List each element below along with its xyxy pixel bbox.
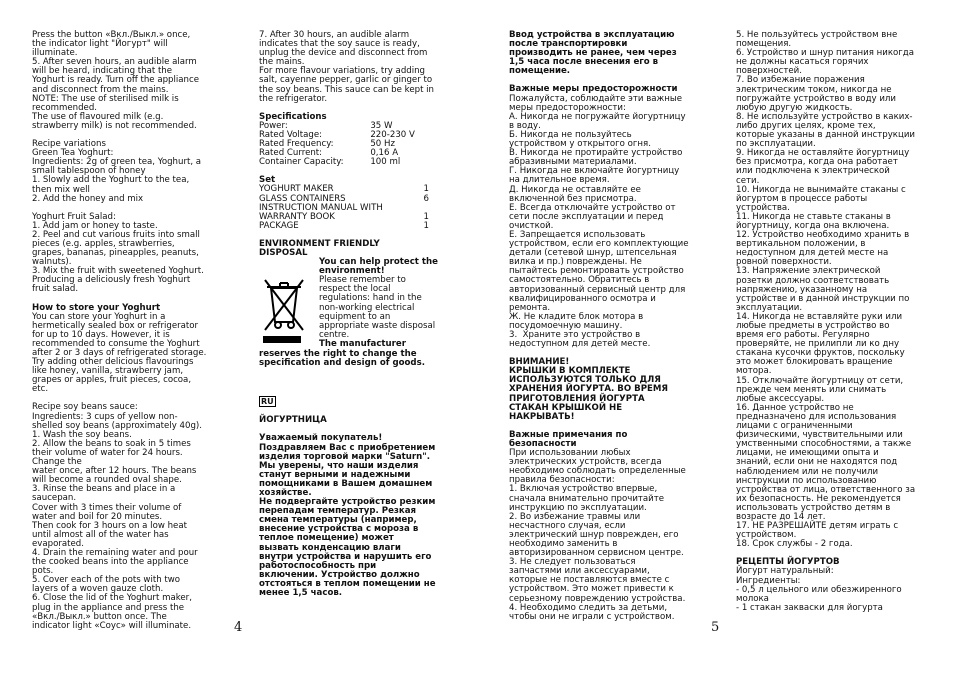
- recipe-variations: [32, 140, 232, 204]
- text-line: 2. Allow the beans to soak in 5 times: [32, 438, 191, 449]
- text-line: А. Никогда не погружайте йогуртницу: [509, 111, 686, 122]
- text-line: либо других целях, кроме тех,: [736, 120, 876, 131]
- text-line: 12. Устройство необходимо хранить в: [736, 230, 910, 241]
- text-line: illuminate.: [32, 48, 78, 59]
- text-line: возрасте до 14 лет.: [736, 511, 826, 522]
- row-label: Power:: [259, 120, 288, 131]
- text-line: стакана кусочки фруктов, поскольку: [736, 348, 905, 359]
- text-line: которые не поставляются вместе с: [509, 575, 670, 586]
- row-label: PACKAGE: [259, 220, 299, 231]
- text-line: hermetically sealed box or refrigerator: [32, 320, 199, 331]
- text-line: авторизованный сервисный центр для: [509, 284, 686, 295]
- text-line: water once, after 12 hours. The beans: [32, 466, 197, 477]
- text-line: 13. Напряжение электрической: [736, 266, 881, 277]
- text-line: устройством.: [736, 530, 797, 541]
- text-line: 1. Slowly add the Yoghurt to the tea,: [32, 175, 190, 186]
- recipes-list: [736, 567, 926, 612]
- column-3: [509, 31, 699, 622]
- text-line: their volume of water for 24 hours.: [32, 447, 183, 458]
- manufacturer-rights: [259, 350, 454, 368]
- text-line: Не подвергайте устройство резким: [259, 497, 436, 508]
- text-line: pots.: [32, 566, 54, 577]
- row-value: 100 ml: [370, 157, 401, 168]
- text-line: смена температуры (например,: [259, 515, 417, 526]
- text-line: после транспортировки: [509, 39, 628, 50]
- text-line: менее 1,5 часов.: [259, 588, 343, 599]
- text-line: after 2 or 3 days of refrigerated storage.: [32, 348, 207, 358]
- text-line: until almost all of the water has: [32, 529, 169, 540]
- text-line: включении. Устройство должно: [259, 569, 420, 580]
- safety-heading: Важные меры предосторожности: [509, 84, 678, 95]
- text-line: 11. Никогда не ставьте стаканы в: [736, 211, 891, 222]
- text-line: Пожалуйста, соблюдайте эти важные: [509, 93, 682, 104]
- text-line: посудомоечную машину.: [509, 320, 623, 331]
- text-line: Yoghurt is ready. Turn off the appliance: [32, 75, 199, 86]
- text-line: appropriate waste disposal: [319, 320, 436, 331]
- text-line: Recipe soy beans sauce:: [32, 402, 138, 413]
- text-line: лицами, не имеющими опыта и: [736, 448, 879, 459]
- text-line: ENVIRONMENT FRIENDLY: [259, 238, 380, 249]
- table-row: [259, 222, 429, 231]
- text-line: evaporated.: [32, 538, 84, 549]
- text-line: 10. Никогда не вынимайте стаканы с: [736, 184, 906, 195]
- text-line: 1. Add jam or honey to taste.: [32, 220, 158, 231]
- text-line: the indicator light "Йогурт" will: [32, 39, 168, 50]
- crossed-out-bin-icon: [259, 274, 309, 346]
- text-line: walnuts).: [32, 257, 72, 268]
- text-line: 3. Не следует пользоваться: [509, 557, 636, 568]
- text-line: 3. Mix the fruit with sweetened Yoghurt.: [32, 266, 204, 277]
- text-line: will become a rounded oval shape.: [32, 475, 182, 486]
- text-line: самостоятельно. Обратитесь в: [509, 275, 650, 286]
- text-line: безопасности: [509, 438, 577, 449]
- text-line: без присмотра, когда она работает: [736, 157, 898, 168]
- text-line: вертикальном положении, в: [736, 239, 866, 250]
- text-line: несчастного случая, если: [509, 520, 626, 531]
- text-line: меры предосторожности:: [509, 102, 626, 113]
- text-line: детали (сетевой шнур, штепсельная: [509, 248, 677, 259]
- text-line: устройстве и в данной инструкции по: [736, 293, 910, 304]
- manufacturer-text: The manufacturer: [319, 338, 406, 349]
- text-line: ИСПОЛЬЗУЮТСЯ ТОЛЬКО ДЛЯ: [509, 375, 661, 386]
- text-line: хозяйстве.: [259, 488, 312, 498]
- text-line: йогуртом в процессе работы: [736, 193, 868, 204]
- text-line: shelled soy beans (approximately 40g).: [32, 420, 202, 431]
- text-line: Cover with 3 times their volume of: [32, 502, 182, 513]
- text-line: работоспособность при: [259, 560, 377, 571]
- text-line: then mix well: [32, 184, 90, 195]
- text-line: ВНИМАНИЕ!: [509, 357, 570, 368]
- text-line: Е. Запрещается использовать: [509, 229, 646, 240]
- text-line: сети.: [736, 175, 760, 186]
- text-line: запчастями или аксессуарами,: [509, 566, 650, 577]
- fruit-salad-recipe: [32, 213, 232, 295]
- text-line: производить не ранее, чем через: [509, 48, 677, 59]
- text-line: их безопасность. Не рекомендуется: [736, 493, 901, 504]
- text-line: пытайтесь ремонтировать устройство: [509, 266, 684, 277]
- text-line: Green Tea Yoghurt:: [32, 148, 114, 159]
- row-value: 1: [423, 211, 429, 222]
- store-heading: How to store your Yoghurt: [32, 302, 161, 313]
- text-line: the cooked beans into the appliance: [32, 557, 189, 568]
- text-line: внесение устройства с мороза в: [259, 524, 419, 535]
- text-line: specification and design of goods.: [259, 358, 425, 369]
- text-line: recommended to consume the Yoghurt: [32, 338, 200, 349]
- text-line: Д. Никогда не оставляйте ее: [509, 184, 641, 195]
- text-line: отстояться в теплом помещении не: [259, 578, 436, 589]
- text-line: 7. After 30 hours, an audible alarm: [259, 30, 410, 40]
- text-line: will be heard, indicating that the: [32, 66, 173, 77]
- text-line: indicator light «Соус» will illuminate.: [32, 620, 192, 631]
- text-line: время его работы. Регулярно: [736, 330, 870, 341]
- text-line: помощниками в Вашем домашнем: [259, 478, 433, 489]
- text-line: проверяйте, не прилипли ли ко дну: [736, 339, 900, 350]
- text-line: reserves the right to change the: [259, 349, 417, 360]
- text-line: Please remember to: [319, 275, 406, 286]
- environment-heading: [259, 240, 454, 258]
- text-line: regulations: hand in the: [319, 293, 422, 304]
- text-line: устройством. Это может привести к: [509, 584, 674, 595]
- text-line: чтобы они не играли с устройством.: [509, 611, 675, 622]
- text-line: environment!: [319, 266, 385, 277]
- text-line: Важные примечания по: [509, 429, 628, 440]
- text-line: электрическим током, никогда не: [736, 84, 892, 95]
- text-line: инструкции по использованию: [736, 475, 877, 486]
- text-line: устройства.: [736, 202, 790, 213]
- text-line: unplug the device and disconnect from: [259, 48, 428, 59]
- row-label: GLASS CONTAINERS: [259, 193, 346, 204]
- text-line: вызвать конденсацию влаги: [259, 542, 401, 553]
- text-line: Recipe variations: [32, 139, 106, 150]
- text-line: 2. Во избежание травмы или: [509, 511, 641, 522]
- text-line: любые предметы в устройство во: [736, 321, 890, 331]
- safety-notes-heading: [509, 431, 699, 449]
- text-line: 6. Устройство и шнур питания никогда: [736, 48, 915, 59]
- text-line: использовать устройство детям в: [736, 502, 891, 513]
- text-line: Поздравляем Вас с приобретением: [259, 442, 436, 453]
- text-line: квалифицированного осмотра и: [509, 293, 656, 304]
- text-line: серьезному повреждению устройства.: [509, 593, 686, 604]
- text-line: прежде чем менять или снимать: [736, 384, 887, 395]
- text-line: электрических устройств, всегда: [509, 457, 662, 468]
- text-line: необходимо соблюдать определенные: [509, 466, 686, 477]
- text-line: Ingredients: 3 cups of yellow non-: [32, 411, 178, 422]
- text-line: включенной без присмотра.: [509, 193, 637, 204]
- text-line: non-working electrical: [319, 302, 415, 313]
- text-line: - 1 стакан закваски для йогурта: [736, 602, 883, 613]
- safety-notes-list: [509, 449, 699, 622]
- text-line: - 0,5 л цельного или обезжиренного: [736, 584, 902, 595]
- text-line: любые аксессуары.: [736, 393, 825, 404]
- text-line: 7. Во избежание поражения: [736, 75, 865, 86]
- text-line: Yoghurt Fruit Salad:: [32, 211, 116, 222]
- row-value: 6: [423, 193, 429, 204]
- text-line: 2. Peel and cut various fruits into small: [32, 229, 200, 240]
- text-line: Press the button «Вкл./Выкл.» once,: [32, 30, 191, 40]
- text-line: grapes or apples, fruit pieces, cocoa,: [32, 375, 192, 386]
- text-line: like honey, vanilla, strawberry jam,: [32, 366, 184, 377]
- text-line: strawberry milk) is not recommended.: [32, 120, 197, 131]
- row-value: 0,16 A: [370, 148, 399, 159]
- recipes-heading: РЕЦЕПТЫ ЙОГУРТОВ: [736, 557, 840, 568]
- text-line: Ввод устройства в эксплуатацию: [509, 30, 675, 40]
- text-line: You can store your Yoghurt in a: [32, 311, 166, 322]
- text-line: saucepan.: [32, 493, 77, 504]
- text-line: 6. Close the lid of the Yoghurt maker,: [32, 593, 192, 604]
- row-value: 35 W: [370, 120, 393, 131]
- text-line: NOTE: The use of sterilised milk is: [32, 93, 179, 104]
- text-line: поверхностей.: [736, 66, 802, 77]
- text-line: или подключена к электрической: [736, 166, 890, 177]
- text-line: 9. Никогда не оставляйте йогуртницу: [736, 148, 910, 159]
- text-line: очисткой.: [509, 220, 554, 231]
- text-line: устройства от лица, ответственного за: [736, 484, 916, 495]
- text-line: centre.: [319, 329, 350, 340]
- text-line: ПРИГОТОВЛЕНИЯ ЙОГУРТА: [509, 393, 645, 404]
- text-line: 4. Необходимо следить за детьми,: [509, 602, 668, 613]
- text-line: Ж. Не кладите блок мотора в: [509, 311, 644, 322]
- soy-sauce-continued: [259, 31, 454, 104]
- text-line: plug in the appliance and press the: [32, 602, 185, 613]
- text-line: любую другую жидкость.: [736, 102, 853, 113]
- text-line: 5. Cover each of the pots with two: [32, 575, 181, 586]
- row-label: Rated Frequency:: [259, 139, 334, 150]
- text-line: недоступном для детей месте.: [509, 339, 651, 350]
- text-line: ХРАНЕНИЯ ЙОГУРТА. ВО ВРЕМЯ: [509, 384, 669, 395]
- text-line: Ингредиенты:: [736, 575, 801, 586]
- text-line: Then cook for 3 hours on a low heat: [32, 520, 187, 531]
- store-text: [32, 313, 232, 395]
- set-heading: Set: [259, 175, 276, 186]
- text-line: For more flavour variations, try adding: [259, 66, 426, 77]
- row-value: 1: [423, 220, 429, 231]
- text-line: на длительное время.: [509, 175, 610, 186]
- soy-sauce-recipe: [32, 403, 232, 630]
- environment-text: [319, 276, 459, 340]
- text-line: молока: [736, 593, 769, 604]
- text-line: etc.: [32, 384, 49, 395]
- row-value: 220-230 V: [370, 129, 415, 140]
- column-2: [259, 31, 454, 598]
- russian-title: ЙОГУРТНИЦА: [259, 415, 327, 426]
- row-value: 1: [423, 184, 429, 195]
- text-line: recommended.: [32, 102, 98, 113]
- specifications-heading: Specifications: [259, 111, 327, 122]
- text-line: 17. НЕ РАЗРЕШАЙТЕ детям играть с: [736, 521, 899, 532]
- text-line: the mains.: [259, 57, 305, 68]
- text-line: внутри устройства и нарушить его: [259, 551, 432, 562]
- text-line: DISPOSAL: [259, 247, 308, 258]
- text-line: You can help protect the: [319, 257, 438, 268]
- text-line: в воду.: [509, 120, 541, 131]
- text-line: 15. Отключайте йогуртницу от сети,: [736, 375, 904, 386]
- text-line: Change the: [32, 457, 82, 468]
- text-line: 1. Включая устройство впервые,: [509, 484, 658, 495]
- text-line: перепадам температур. Резкая: [259, 506, 417, 517]
- column-1: [32, 31, 232, 631]
- text-line: Е. Всегда отключайте устройство от: [509, 202, 676, 213]
- text-line: по эксплуатации.: [736, 139, 816, 150]
- text-line: напряжению, указанному на: [736, 284, 868, 295]
- text-line: необходимо заменить в: [509, 538, 618, 549]
- row-label: YOGHURT MAKER: [259, 184, 334, 195]
- row-label: WARRANTY BOOK: [259, 211, 335, 222]
- text-line: and disconnect from the mains.: [32, 84, 169, 95]
- text-line: наблюдением или не получили: [736, 466, 879, 477]
- text-line: недоступном для детей месте на: [736, 248, 889, 259]
- text-line: абразивными материалами.: [509, 157, 637, 168]
- specifications-table: [259, 122, 429, 167]
- row-label: Rated Current:: [259, 148, 323, 159]
- text-line: устройством у открытого огня.: [509, 139, 651, 150]
- text-line: 3. Храните это устройство в: [509, 330, 641, 340]
- text-line: equipment to an: [319, 311, 391, 322]
- text-line: 18. Срок службы - 2 года.: [736, 539, 853, 550]
- text-line: 3. Rinse the beans and place in a: [32, 484, 176, 495]
- text-line: сети после эксплуатации и перед: [509, 211, 664, 222]
- transport-heading: [509, 31, 699, 76]
- environment-block: [259, 258, 454, 350]
- text-line: Уважаемый покупатель!: [259, 433, 383, 444]
- text-line: предназначено для использования: [736, 411, 897, 422]
- text-line: small tablespoon of honey: [32, 166, 146, 177]
- row-value: 50 Hz: [370, 139, 395, 150]
- text-line: это может блокировать вращение: [736, 357, 893, 368]
- text-line: умственными способностями, а также: [736, 439, 912, 450]
- text-line: эксплуатации.: [736, 302, 803, 313]
- text-line: 1. Wash the soy beans.: [32, 429, 132, 440]
- language-badge: RU: [261, 397, 274, 407]
- text-line: 5. After seven hours, an audible alarm: [32, 57, 197, 68]
- page-number-right: 5: [711, 620, 720, 635]
- text-line: ровной поверхности.: [736, 257, 832, 268]
- text-line: помещение.: [509, 66, 571, 77]
- text-line: Мы уверены, что наши изделия: [259, 460, 419, 471]
- text-line: salt, cayenne pepper, garlic or ginger to: [259, 75, 433, 86]
- intro-text: [32, 31, 232, 131]
- text-line: электрический шнур поврежден, его: [509, 529, 679, 540]
- text-line: Try adding other delicious flavourings: [32, 357, 194, 368]
- text-line: погружайте устройство в воду или: [736, 93, 896, 104]
- text-line: изделия торговой марки "Saturn".: [259, 451, 431, 462]
- row-label: Container Capacity:: [259, 157, 344, 168]
- text-line: мотора.: [736, 366, 772, 377]
- column-4: [736, 31, 926, 613]
- text-line: сначала внимательно прочитайте: [509, 493, 665, 504]
- row-label: INSTRUCTION MANUAL WITH: [259, 202, 383, 213]
- text-line: авторизированном сервисном центре.: [509, 548, 684, 559]
- text-line: layers of a woven gauze cloth.: [32, 584, 164, 595]
- row-label: Rated Voltage:: [259, 129, 323, 140]
- russian-intro: [259, 434, 454, 598]
- text-line: В. Никогда не протирайте устройство: [509, 148, 683, 159]
- text-line: правила безопасности:: [509, 475, 615, 486]
- safety-list-continued: [736, 31, 926, 549]
- text-line: 4. Drain the remaining water and pour: [32, 547, 198, 558]
- text-line: 16. Данное устройство не: [736, 402, 854, 413]
- text-line: не должны касаться горячих: [736, 57, 869, 68]
- text-line: 1,5 часа после внесения его в: [509, 57, 659, 68]
- text-line: water and boil for 20 minutes.: [32, 511, 163, 522]
- safety-list: [509, 95, 699, 350]
- text-line: При использовании любых: [509, 448, 631, 459]
- text-line: розетки должно соответствовать: [736, 275, 890, 286]
- text-line: знаний, если они не находятся под: [736, 457, 898, 468]
- text-line: 14. Никогда не вставляйте руки или: [736, 311, 903, 322]
- text-line: the soy beans. This sauce can be kept in: [259, 84, 435, 95]
- text-line: fruit salad.: [32, 284, 79, 295]
- attention-block: [509, 358, 699, 422]
- text-line: физическими, чувствительными или: [736, 430, 903, 441]
- text-line: for up to 10 days. However, it is: [32, 329, 170, 340]
- text-line: the refrigerator.: [259, 93, 328, 104]
- text-line: The use of flavoured milk (e.g.: [32, 111, 164, 122]
- text-line: Producing a deliciously fresh Yoghurt: [32, 275, 191, 286]
- text-line: станут верными и надежными: [259, 469, 411, 480]
- text-line: respect the local: [319, 284, 391, 295]
- text-line: Г. Никогда не включайте йогуртницу: [509, 166, 680, 177]
- text-line: которые указаны в данной инструкции: [736, 130, 915, 141]
- text-line: теплое помещение) может: [259, 533, 394, 544]
- text-line: помещения.: [736, 39, 792, 50]
- text-line: grapes, bananas, pineapples, peanuts,: [32, 248, 199, 259]
- text-line: Йогурт натуральный:: [736, 566, 834, 577]
- text-line: 8. Не используйте устройство в каких-: [736, 111, 913, 122]
- page-number-left: 4: [234, 620, 243, 635]
- text-line: устройством, если его комплектующие: [509, 239, 689, 250]
- text-line: Б. Никогда не пользуйтесь: [509, 129, 632, 140]
- text-line: indicates that the soy sauce is ready,: [259, 39, 420, 50]
- text-line: йогуртницу, когда она включена.: [736, 220, 890, 231]
- table-row: [259, 158, 429, 167]
- text-line: 5. Не пользуйтесь устройством вне: [736, 30, 898, 40]
- text-line: лицами с ограниченными: [736, 421, 853, 432]
- text-line: ремонта.: [509, 302, 551, 313]
- text-line: вилка и пр.) повреждены. Не: [509, 257, 642, 268]
- environment-bold-text: [319, 258, 459, 276]
- text-line: инструкцию по эксплуатации.: [509, 502, 647, 513]
- text-line: СТАКАН КРЫШКОЙ НЕ: [509, 402, 623, 413]
- text-line: НАКРЫВАТЬ!: [509, 411, 575, 422]
- text-line: 2. Add the honey and mix: [32, 193, 144, 204]
- set-table: [259, 185, 429, 230]
- text-line: Ingredients: 2g of green tea, Yoghurt, a: [32, 157, 202, 168]
- text-line: КРЫШКИ В КОМПЛЕКТЕ: [509, 366, 631, 377]
- text-line: «Вкл./Выкл.» button once. The: [32, 611, 167, 622]
- text-line: pieces (e.g. apples, strawberries,: [32, 238, 175, 249]
